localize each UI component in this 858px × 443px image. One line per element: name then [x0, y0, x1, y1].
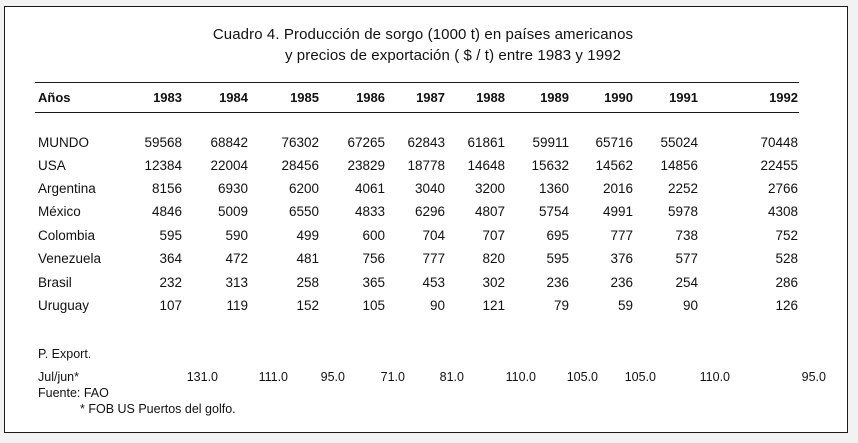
table-cell-value: 595 — [159, 228, 182, 243]
table-cell-value: 302 — [482, 275, 505, 290]
table-cell-value: 4846 — [151, 204, 182, 219]
table-cell-value: 695 — [546, 228, 569, 243]
table-cell-value: 14648 — [467, 158, 505, 173]
table-cell-value: 236 — [610, 275, 633, 290]
table-cell-value: 707 — [482, 228, 505, 243]
table-cell-value: 76302 — [281, 135, 319, 150]
table-cell-value: 90 — [682, 298, 698, 313]
export-row-label: Jul/jun* — [38, 370, 79, 384]
table-cell-value: 4308 — [767, 204, 798, 219]
header-year: 1992 — [769, 90, 798, 105]
header-year: 1987 — [416, 90, 445, 105]
export-price-value: 110.0 — [699, 370, 730, 384]
table-cell-value: 4807 — [474, 204, 505, 219]
table-cell-value: 595 — [546, 251, 569, 266]
export-section-label: P. Export. — [38, 347, 92, 361]
table-cell-value: 2252 — [667, 181, 698, 196]
table-cell-value: 3200 — [474, 181, 505, 196]
source-note: Fuente: FAO — [38, 386, 109, 400]
table-cell-value: 5009 — [217, 204, 248, 219]
table-cell-value: 777 — [422, 251, 445, 266]
row-country-label: Brasil — [38, 275, 72, 290]
table-cell-value: 313 — [225, 275, 248, 290]
table-cell-value: 6550 — [288, 204, 319, 219]
table-cell-value: 59568 — [144, 135, 182, 150]
table-cell-value: 738 — [675, 228, 698, 243]
header-year: 1989 — [540, 90, 569, 105]
table-cell-value: 5978 — [667, 204, 698, 219]
table-title-line-1: Cuadro 4. Producción de sorgo (1000 t) en países americanos — [212, 26, 634, 43]
table-cell-value: 121 — [482, 298, 505, 313]
row-country-label: MUNDO — [38, 135, 89, 150]
row-country-label: Argentina — [38, 181, 96, 196]
table-cell-value: 65716 — [595, 135, 633, 150]
table-cell-value: 752 — [775, 228, 798, 243]
header-bottom-rule — [35, 112, 799, 113]
row-country-label: Colombia — [38, 228, 96, 243]
table-cell-value: 2766 — [767, 181, 798, 196]
table-cell-value: 22455 — [760, 158, 798, 173]
export-price-value: 105.0 — [566, 370, 598, 384]
table-cell-value: 8156 — [151, 181, 182, 196]
table-cell-value: 61861 — [467, 135, 505, 150]
table-cell-value: 59 — [617, 298, 633, 313]
table-title-line-2: y precios de exportación ( $ / t) entre 1983 y 1992 — [284, 47, 622, 64]
export-price-value: 95.0 — [320, 370, 345, 384]
table-cell-value: 364 — [159, 251, 182, 266]
table-cell-value: 1360 — [538, 181, 569, 196]
table-cell-value: 119 — [226, 298, 248, 313]
table-cell-value: 107 — [159, 298, 182, 313]
header-year: 1985 — [290, 90, 319, 105]
table-cell-value: 3040 — [414, 181, 445, 196]
table-cell-value: 704 — [422, 228, 445, 243]
export-price-value: 81.0 — [439, 370, 464, 384]
table-cell-value: 4833 — [354, 204, 385, 219]
table-cell-value: 600 — [362, 228, 385, 243]
table-cell-value: 254 — [675, 275, 698, 290]
table-cell-value: 6200 — [288, 181, 319, 196]
table-cell-value: 365 — [362, 275, 385, 290]
table-cell-value: 28456 — [281, 158, 319, 173]
header-years-label: Años — [38, 90, 71, 105]
table-cell-value: 577 — [675, 251, 698, 266]
header-year: 1988 — [476, 90, 505, 105]
table-cell-value: 4991 — [602, 204, 633, 219]
table-cell-value: 481 — [296, 251, 319, 266]
table-cell-value: 90 — [429, 298, 445, 313]
table-cell-value: 18778 — [407, 158, 445, 173]
table-cell-value: 152 — [296, 298, 319, 313]
table-cell-value: 105 — [362, 298, 385, 313]
table-cell-value: 55024 — [660, 135, 698, 150]
table-cell-value: 59911 — [532, 135, 569, 150]
table-cell-value: 14856 — [660, 158, 698, 173]
table-cell-value: 590 — [225, 228, 248, 243]
table-cell-value: 5754 — [538, 204, 569, 219]
table-cell-value: 22004 — [210, 158, 248, 173]
table-cell-value: 453 — [422, 275, 445, 290]
table-cell-value: 777 — [610, 228, 633, 243]
table-cell-value: 12384 — [144, 158, 182, 173]
header-year: 1984 — [219, 90, 248, 105]
export-price-value: 110.0 — [505, 370, 536, 384]
table-cell-value: 258 — [296, 275, 319, 290]
export-price-value: 71.0 — [380, 370, 405, 384]
row-country-label: Uruguay — [38, 298, 90, 313]
header-year: 1983 — [153, 90, 182, 105]
export-price-value: 131.0 — [186, 370, 218, 384]
table-cell-value: 23829 — [347, 158, 385, 173]
table-cell-value: 6296 — [414, 204, 445, 219]
table-cell-value: 15632 — [531, 158, 569, 173]
table-cell-value: 499 — [296, 228, 319, 243]
header-year: 1991 — [669, 90, 698, 105]
table-cell-value: 14562 — [595, 158, 633, 173]
table-cell-value: 236 — [546, 275, 569, 290]
table-cell-value: 6930 — [217, 181, 248, 196]
table-cell-value: 68842 — [210, 135, 248, 150]
table-cell-value: 70448 — [760, 135, 798, 150]
header-year: 1990 — [604, 90, 633, 105]
table-cell-value: 232 — [159, 275, 182, 290]
row-country-label: USA — [38, 158, 66, 173]
table-cell-value: 67265 — [347, 135, 385, 150]
table-cell-value: 2016 — [602, 181, 633, 196]
table-cell-value: 472 — [225, 251, 248, 266]
export-price-value: 111.0 — [258, 370, 288, 384]
table-cell-value: 286 — [775, 275, 798, 290]
row-country-label: México — [38, 204, 81, 219]
table-frame — [4, 6, 848, 433]
table-cell-value: 126 — [775, 298, 798, 313]
export-price-value: 105.0 — [624, 370, 656, 384]
table-cell-value: 4061 — [354, 181, 385, 196]
table-cell-value: 528 — [775, 251, 798, 266]
export-price-value: 95.0 — [801, 370, 826, 384]
table-cell-value: 756 — [362, 251, 385, 266]
header-top-rule — [35, 82, 799, 83]
table-cell-value: 79 — [553, 298, 569, 313]
table-cell-value: 376 — [610, 251, 633, 266]
table-cell-value: 820 — [482, 251, 505, 266]
row-country-label: Venezuela — [38, 251, 102, 266]
footnote: * FOB US Puertos del golfo. — [80, 402, 236, 416]
header-year: 1986 — [356, 90, 385, 105]
table-cell-value: 62843 — [407, 135, 445, 150]
